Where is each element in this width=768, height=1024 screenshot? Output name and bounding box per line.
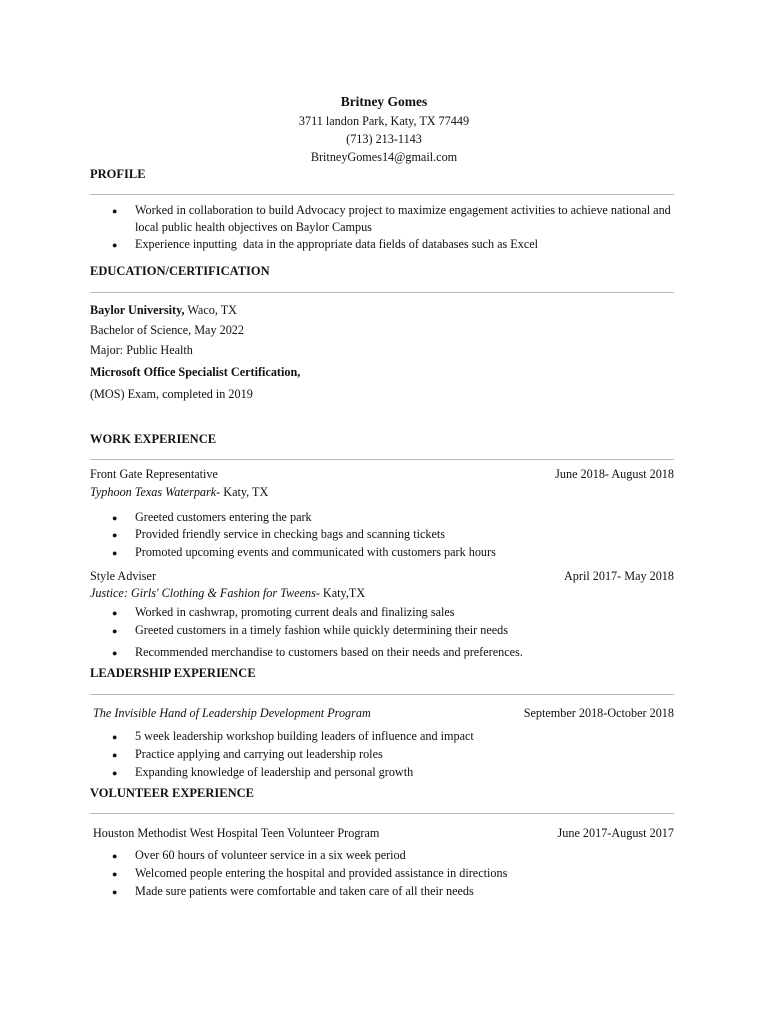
bullet-text: 5 week leadership workshop building leaders of influence and impact [135, 729, 474, 743]
bullet-text: Promoted upcoming events and communicated with customers park hours [135, 545, 496, 559]
profile-heading: PROFILE [90, 167, 146, 181]
bullet-dot-icon: ● [112, 513, 118, 523]
job-dates: June 2018- August 2018 [555, 467, 674, 481]
list-item [90, 236, 674, 253]
degree: Bachelor of Science, May 2022 [90, 323, 244, 337]
section-divider [90, 459, 674, 460]
email: BritneyGomes14@gmail.com [310, 150, 458, 164]
section-divider [90, 694, 674, 695]
program-name: Houston Methodist West Hospital Teen Volunteer Program [93, 826, 380, 840]
bullet-text: Recommended merchandise to customers based on their needs and preferences. [135, 645, 523, 659]
employer-location: - Katy,TX [315, 586, 366, 600]
program-name: The Invisible Hand of Leadership Development Program [93, 706, 371, 720]
bullet-text: Greeted customers entering the park [135, 510, 312, 524]
bullet-text: Experience inputting data in the appropriate data fields of databases such as Excel [135, 237, 539, 251]
job-employer-line [90, 586, 365, 601]
list-item [90, 202, 674, 236]
job-dates: April 2017- May 2018 [563, 569, 674, 583]
job-title: Style Adviser [90, 569, 157, 583]
bullet-dot-icon: ● [112, 648, 118, 658]
bullet-text: Made sure patients were comfortable and taken care of all their needs [135, 884, 474, 898]
school-line [90, 303, 237, 318]
bullet-dot-icon: ● [112, 530, 118, 540]
bullet-dot-icon: ● [112, 768, 118, 778]
employer-location: - Katy, TX [216, 485, 269, 499]
section-divider [90, 292, 674, 293]
bullet-dot-icon: ● [112, 608, 118, 618]
job-title: Front Gate Representative [90, 467, 218, 481]
phone: (713) 213-1143 [346, 132, 422, 146]
bullet-dot-icon: ● [112, 732, 118, 742]
employer-name: Justice: Girls' Clothing & Fashion for Tweens [90, 586, 316, 600]
bullet-text: Worked in cashwrap, promoting current deals and finalizing sales [135, 605, 455, 619]
bullet-text: Practice applying and carrying out leadership roles [135, 747, 383, 761]
bullet-dot-icon: ● [112, 887, 118, 897]
volunteer-heading: VOLUNTEER EXPERIENCE [90, 786, 255, 800]
certification-detail: (MOS) Exam, completed in 2019 [90, 387, 253, 401]
major: Major: Public Health [90, 343, 193, 357]
section-divider [90, 813, 674, 814]
leadership-heading: LEADERSHIP EXPERIENCE [90, 666, 256, 680]
bullet-dot-icon: ● [112, 206, 118, 216]
education-heading: EDUCATION/CERTIFICATION [90, 264, 270, 278]
certification-name: Microsoft Office Specialist Certification, [90, 365, 301, 379]
program-dates: June 2017-August 2017 [557, 826, 674, 840]
work-heading: WORK EXPERIENCE [90, 432, 217, 446]
candidate-name: Britney Gomes [340, 94, 428, 109]
employer-name: Typhoon Texas Waterpark [90, 485, 217, 499]
bullet-dot-icon: ● [112, 869, 118, 879]
bullet-dot-icon: ● [112, 750, 118, 760]
bullet-text: Greeted customers in a timely fashion while quickly determining their needs [135, 623, 508, 637]
address: 3711 landon Park, Katy, TX 77449 [298, 114, 470, 128]
bullet-text: Over 60 hours of volunteer service in a six week period [135, 848, 406, 862]
school-location: Waco, TX [184, 303, 237, 317]
bullet-text: Expanding knowledge of leadership and personal growth [135, 765, 414, 779]
bullet-dot-icon: ● [112, 851, 118, 861]
bullet-dot-icon: ● [112, 626, 118, 636]
bullet-dot-icon: ● [112, 240, 118, 250]
bullet-text: Worked in collaboration to build Advocacy project to maximize engagement activities to achieve national and local public health objectives on Baylor Campus [135, 203, 671, 234]
bullet-text: Provided friendly service in checking bags and scanning tickets [135, 527, 446, 541]
bullet-text: Welcomed people entering the hospital and provided assistance in directions [135, 866, 508, 880]
job-employer-line [90, 485, 268, 500]
program-dates: September 2018-October 2018 [523, 706, 674, 720]
section-divider [90, 194, 674, 195]
bullet-dot-icon: ● [112, 548, 118, 558]
school-name: Baylor University, [90, 303, 185, 317]
